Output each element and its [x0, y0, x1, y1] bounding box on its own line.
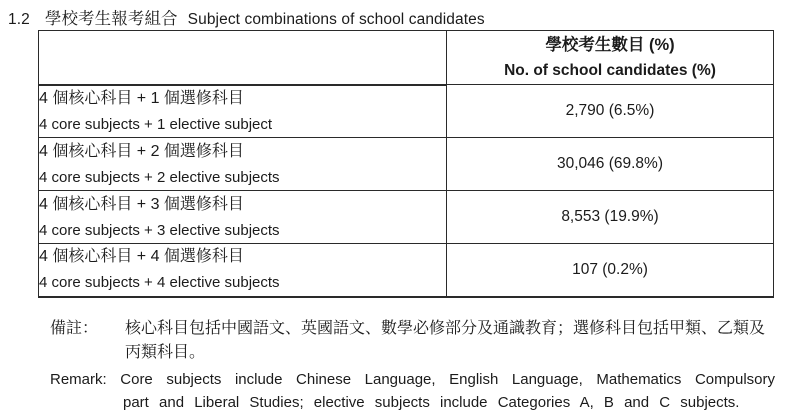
header-label-en: No. of school candidates (%) [504, 61, 716, 79]
combination-label-zh: 4 個核心科目 + 2 個選修科目 [39, 142, 244, 160]
table-header-row [39, 31, 774, 85]
table-row [39, 191, 774, 244]
candidates-count-value: 8,553 (19.9%) [447, 191, 774, 244]
combination-label-en: 4 core subjects + 1 elective subject [39, 115, 273, 133]
section-title-en: Subject combinations of school candidates [187, 11, 485, 28]
remark-text-en: Core subjects include Chinese Language, English Language, Mathematics Compulsory part and Liberal Studies; elective subjects include Categories A, B and C subjects. [120, 371, 775, 411]
section-title [8, 5, 485, 29]
combination-label-cell [39, 191, 447, 244]
remarks-section [50, 317, 785, 414]
section-number: 1.2 [8, 11, 30, 28]
candidates-count-header [447, 31, 774, 85]
empty-header-cell [39, 31, 447, 85]
table-row [39, 244, 774, 297]
candidates-count-value: 2,790 (6.5%) [447, 85, 774, 138]
header-label-zh: 學校考生數目 (%) [545, 35, 675, 54]
candidates-count-value: 107 (0.2%) [447, 244, 774, 297]
remark-en [50, 368, 775, 414]
combination-label-cell [39, 138, 447, 191]
remark-label-zh: 備註： [50, 320, 99, 337]
combination-label-en: 4 core subjects + 2 elective subjects [39, 168, 280, 186]
combination-label-cell [39, 244, 447, 297]
combination-label-zh: 4 個核心科目 + 4 個選修科目 [39, 248, 244, 266]
combination-label-en: 4 core subjects + 3 elective subjects [39, 221, 280, 239]
remark-label-en: Remark: [50, 371, 107, 388]
section-title-zh: 學校考生報考組合 [44, 10, 178, 28]
remark-text-zh: 核心科目包括中國語文、英國語文、數學必修部分及通識教育；選修科目包括甲類、乙類及丙類科目。 [125, 320, 766, 361]
table-row [39, 85, 774, 138]
combination-label-en: 4 core subjects + 4 elective subjects [39, 274, 280, 292]
combination-label-cell [39, 85, 447, 138]
table-row [39, 138, 774, 191]
combination-label-zh: 4 個核心科目 + 3 個選修科目 [39, 195, 244, 213]
subject-combinations-table [38, 30, 774, 298]
combination-label-zh: 4 個核心科目 + 1 個選修科目 [39, 89, 244, 107]
candidates-count-value: 30,046 (69.8%) [447, 138, 774, 191]
remark-zh [50, 317, 785, 365]
